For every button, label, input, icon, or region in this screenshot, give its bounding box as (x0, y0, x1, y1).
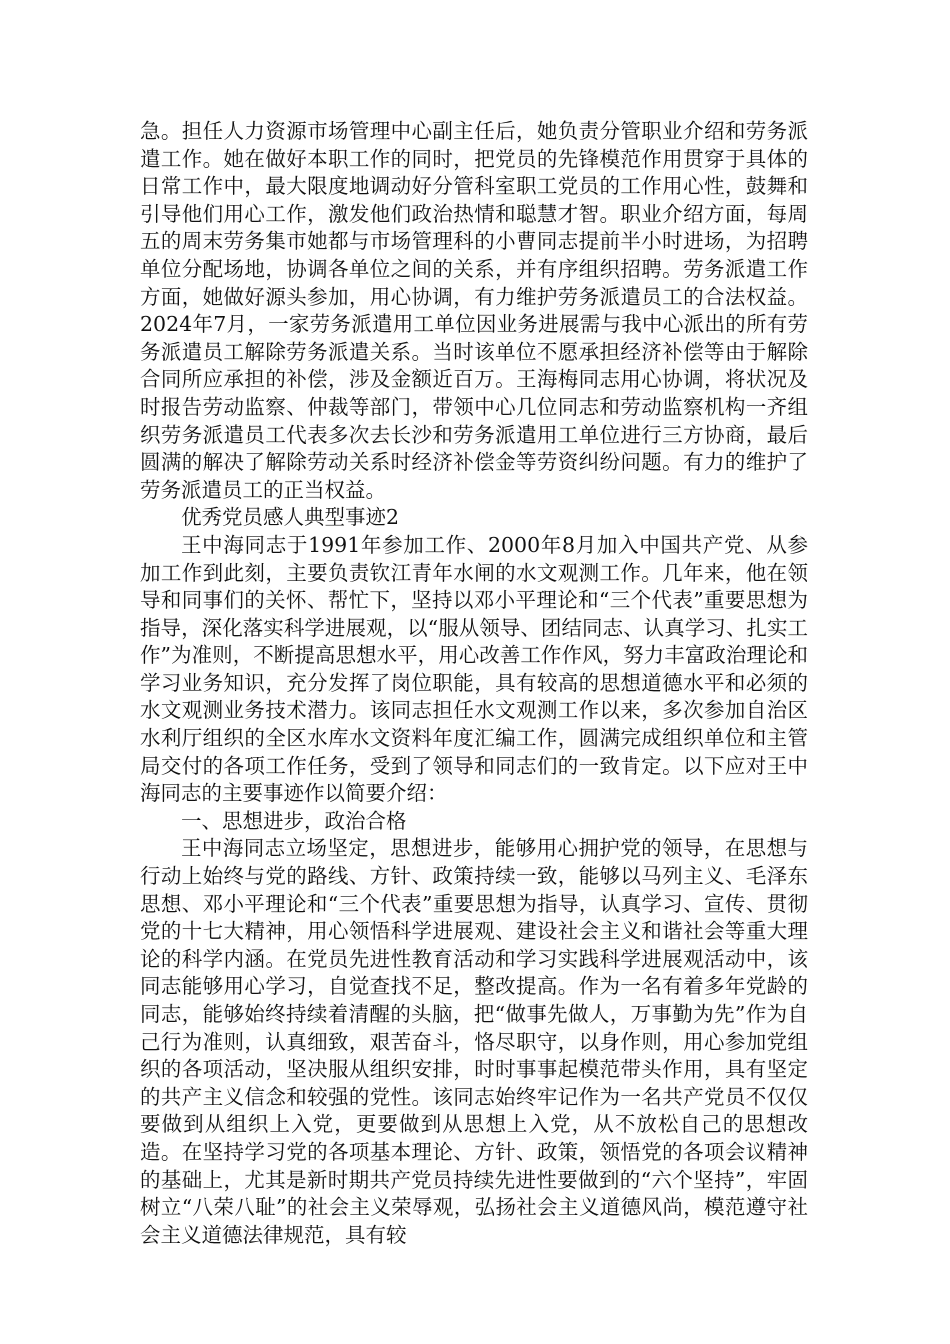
paragraph-wang-zhonghai-intro: 王中海同志于1991年参加工作、2000年8月加入中国共产党、从参加工作到此刻，主要负责钦江青年水闸的水文观测工作。几年来，他在领导和同事们的关怀、帮忙下，坚持以邓小平理论和“三个代表”重要思想为指导，深化落实科学进展观，以“服从领导、团结同志、认真学习、扎实工作”为准则，不断提高思想水平，用心改善工作作风，努力丰富政治理论和学习业务知识，充分发挥了岗位职能，具有较高的思想道德水平和必须的水文观测业务技术潜力。该同志担任水文观测工作以来，多次参加自治区水利厅组织的全区水库水文资料年度汇编工作，圆满完成组织单位和主管局交付的各项工作任务，受到了领导和同志们的一致肯定。以下应对王中海同志的主要事迹作以简要介绍： (140, 532, 808, 806)
subsection-title-ideology: 一、思想进步，政治合格 (181, 808, 407, 833)
section-title-exemplary-deeds-2: 优秀党员感人典型事迹2 (181, 505, 400, 530)
paragraph-wang-haimei-continued: 急。担任人力资源市场管理中心副主任后，她负责分管职业介绍和劳务派遣工作。她在做好本职工作的同时，把党员的先锋模范作用贯穿于具体的日常工作中，最大限度地调动好分管科室职工党员的工作用心性，鼓舞和引导他们用心工作，激发他们政治热情和聪慧才智。职业介绍方面，每周五的周末劳务集市她都与市场管理科的小曹同志提前半小时进场，为招聘单位分配场地，协调各单位之间的关系，并有序组织招聘。劳务派遣工作方面，她做好源头参加，用心协调，有力维护劳务派遣员工的合法权益。2024年7月，一家劳务派遣用工单位因业务进展需与我中心派出的所有劳务派遣员工解除劳务派遣关系。当时该单位不愿承担经济补偿等由于解除合同所应承担的补偿，涉及金额近百万。王海梅同志用心协调，将状况及时报告劳动监察、仲裁等部门，带领中心几位同志和劳动监察机构一齐组织劳务派遣员工代表多次去长沙和劳务派遣用工单位进行三方协商，最后圆满的解决了解除劳动关系时经济补偿金等劳资纠纷问题。有力的维护了劳务派遣员工的正当权益。 (140, 119, 808, 502)
document-page (140, 118, 808, 1249)
paragraph-ideology-details: 王中海同志立场坚定，思想进步，能够用心拥护党的领导，在思想与行动上始终与党的路线、方针、政策持续一致，能够以马列主义、毛泽东思想、邓小平理论和“三个代表”重要思想为指导，认真学习、宣传、贯彻党的十七大精神，用心领悟科学进展观、建设社会主义和谐社会等重大理论的科学内涵。在党员先进性教育活动和学习实践科学进展观活动中，该同志能够用心学习，自觉查找不足，整改提高。作为一名有着多年党龄的同志，能够始终持续着清醒的头脑，把“做事先做人，万事勤为先”作为自己行为准则，认真细致，艰苦奋斗，恪尽职守，以身作则，用心参加党组织的各项活动，坚决服从组织安排，时时事事起模范带头作用，具有坚定的共产主义信念和较强的党性。该同志始终牢记作为一名共产党员不仅仅要做到从组织上入党，更要做到从思想上入党，从不放松自己的思想改造。在坚持学习党的各项基本理论、方针、政策，领悟党的各项会议精神的基础上，尤其是新时期共产党员持续先进性要做到的“六个坚持”，牢固树立“八荣八耻”的社会主义荣辱观，弘扬社会主义道德风尚，模范遵守社会主义道德法律规范，具有较 (140, 836, 808, 1247)
